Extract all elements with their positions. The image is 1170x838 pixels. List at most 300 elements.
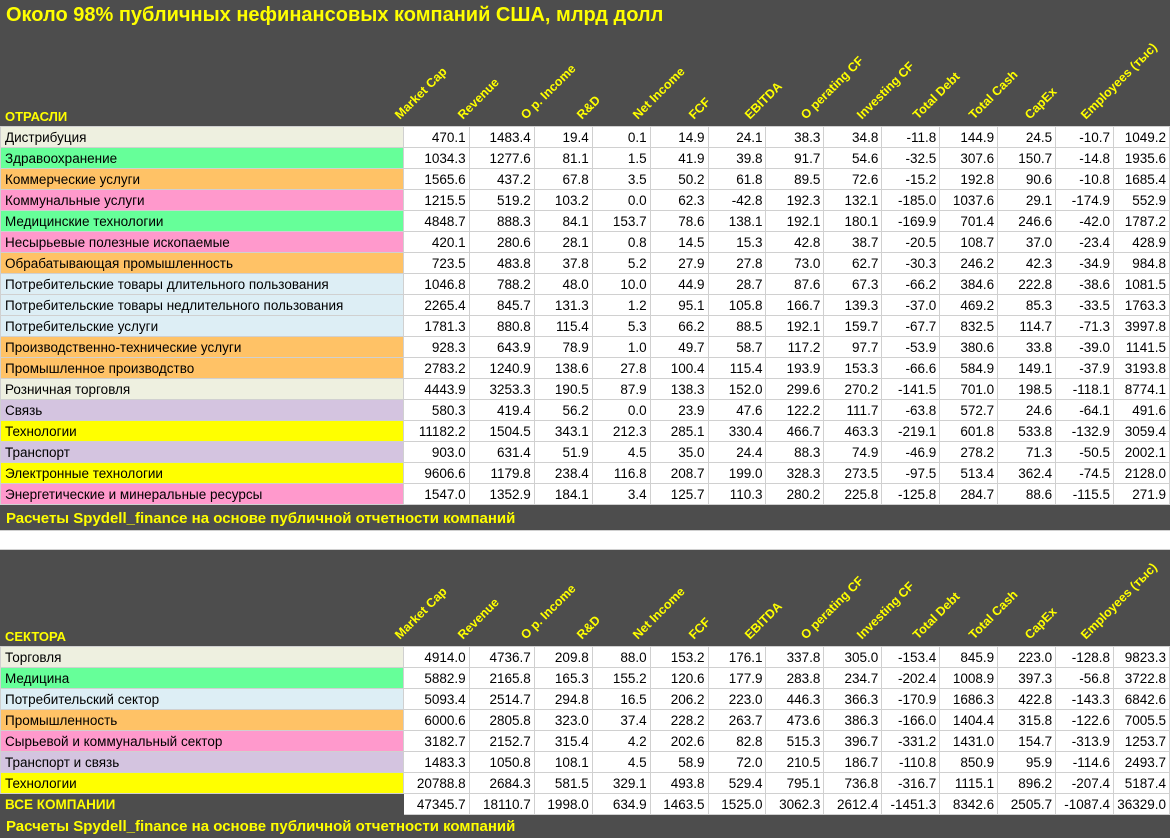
cell-o-p-income: 67.8 (534, 169, 592, 190)
cell-total-debt: 144.9 (940, 127, 998, 148)
cell-r-d: 3.5 (592, 169, 650, 190)
cell-o-perating-cf: 186.7 (824, 752, 882, 773)
cell-market-cap: 1034.3 (404, 148, 469, 169)
cell-net-income: 27.9 (650, 253, 708, 274)
cell-fcf: 177.9 (708, 668, 766, 689)
cell-revenue: 888.3 (469, 211, 534, 232)
cell-o-p-income: 294.8 (534, 689, 592, 710)
cell-total-debt: 246.2 (940, 253, 998, 274)
cell-r-d: 0.8 (592, 232, 650, 253)
column-header-ebitda: EBITDA (742, 599, 785, 642)
table-row (1, 379, 1170, 400)
cell-o-perating-cf: 34.8 (824, 127, 882, 148)
cell-revenue: 1352.9 (469, 484, 534, 505)
cell-employees: 3059.4 (1114, 421, 1170, 442)
table-row (1, 400, 1170, 421)
cell-revenue: 437.2 (469, 169, 534, 190)
column-header-o-p-income: O p. Income (518, 581, 579, 642)
cell-ebitda: 91.7 (766, 148, 824, 169)
cell-revenue: 2514.7 (469, 689, 534, 710)
column-header-fcf: FCF (686, 94, 714, 122)
cell-investing-cf: -202.4 (882, 668, 940, 689)
cell-fcf: 199.0 (708, 463, 766, 484)
cell-o-p-income: 51.9 (534, 442, 592, 463)
cell-o-p-income: 131.3 (534, 295, 592, 316)
cell-o-perating-cf: 273.5 (824, 463, 882, 484)
cell-total-cash: 29.1 (998, 190, 1056, 211)
cell-investing-cf: -331.2 (882, 731, 940, 752)
cell-o-p-income: 343.1 (534, 421, 592, 442)
table-row (1, 358, 1170, 379)
cell-o-p-income: 78.9 (534, 337, 592, 358)
column-header-revenue: Revenue (455, 75, 502, 122)
cell-r-d: 10.0 (592, 274, 650, 295)
cell-o-perating-cf: 38.7 (824, 232, 882, 253)
cell-ebitda: 280.2 (766, 484, 824, 505)
cell-net-income: 95.1 (650, 295, 708, 316)
cell-investing-cf: -46.9 (882, 442, 940, 463)
cell-o-p-income: 81.1 (534, 148, 592, 169)
cell-o-p-income: 115.4 (534, 316, 592, 337)
cell-fcf: 24.1 (708, 127, 766, 148)
cell-investing-cf: -166.0 (882, 710, 940, 731)
table-row (1, 337, 1170, 358)
column-header-total-debt: Total Debt (910, 589, 963, 642)
cell-employees: 428.9 (1114, 232, 1170, 253)
industries-table (0, 126, 1170, 505)
cell-investing-cf: -66.6 (882, 358, 940, 379)
cell-capex: -34.9 (1056, 253, 1114, 274)
cell-r-d: 153.7 (592, 211, 650, 232)
cell-o-p-income: 184.1 (534, 484, 592, 505)
cell-total-debt: 1404.4 (940, 710, 998, 731)
cell-market-cap: 5093.4 (404, 689, 469, 710)
cell-employees: 9823.3 (1114, 647, 1170, 668)
cell-ebitda: 42.8 (766, 232, 824, 253)
cell-market-cap: 4443.9 (404, 379, 469, 400)
cell-revenue: 280.6 (469, 232, 534, 253)
cell-revenue: 1504.5 (469, 421, 534, 442)
cell-capex: -74.5 (1056, 463, 1114, 484)
cell-o-perating-cf: 62.7 (824, 253, 882, 274)
cell-total-debt: 284.7 (940, 484, 998, 505)
row-name: Транспорт и связь (1, 752, 404, 773)
cell-r-d: 5.3 (592, 316, 650, 337)
column-header-investing-cf: Investing CF (854, 59, 918, 122)
cell-o-p-income: 165.3 (534, 668, 592, 689)
table-row (1, 731, 1170, 752)
cell-capex: -207.4 (1056, 773, 1114, 794)
cell-market-cap: 903.0 (404, 442, 469, 463)
cell-revenue: 1179.8 (469, 463, 534, 484)
cell-employees: 2002.1 (1114, 442, 1170, 463)
cell-market-cap: 1565.6 (404, 169, 469, 190)
cell-total-debt: 572.7 (940, 400, 998, 421)
cell-investing-cf: -170.9 (882, 689, 940, 710)
cell-o-p-income: 138.6 (534, 358, 592, 379)
row-name: Здравоохранение (1, 148, 404, 169)
cell-market-cap: 1781.3 (404, 316, 469, 337)
cell-investing-cf: -316.7 (882, 773, 940, 794)
column-header-market-cap: Market Cap (392, 584, 450, 642)
cell-investing-cf: -169.9 (882, 211, 940, 232)
column-header-capex: CapEx (1022, 604, 1060, 642)
cell-investing-cf: -185.0 (882, 190, 940, 211)
table-row (1, 295, 1170, 316)
table-row (1, 484, 1170, 505)
cell-revenue: 1483.4 (469, 127, 534, 148)
cell-o-p-income: 323.0 (534, 710, 592, 731)
cell-o-perating-cf: 736.8 (824, 773, 882, 794)
cell-total-debt: 192.8 (940, 169, 998, 190)
cell-capex: -1087.4 (1056, 794, 1114, 815)
cell-ebitda: 446.3 (766, 689, 824, 710)
cell-market-cap: 4848.7 (404, 211, 469, 232)
cell-total-cash: 88.6 (998, 484, 1056, 505)
cell-o-perating-cf: 159.7 (824, 316, 882, 337)
cell-fcf: -42.8 (708, 190, 766, 211)
cell-fcf: 115.4 (708, 358, 766, 379)
cell-r-d: 1.5 (592, 148, 650, 169)
row-name: Потребительские товары недлительного пользования (1, 295, 404, 316)
cell-ebitda: 192.3 (766, 190, 824, 211)
column-header-investing-cf: Investing CF (854, 579, 918, 642)
cell-ebitda: 192.1 (766, 211, 824, 232)
cell-net-income: 14.9 (650, 127, 708, 148)
cell-total-cash: 149.1 (998, 358, 1056, 379)
cell-market-cap: 420.1 (404, 232, 469, 253)
cell-ebitda: 88.3 (766, 442, 824, 463)
cell-o-p-income: 108.1 (534, 752, 592, 773)
cell-ebitda: 192.1 (766, 316, 824, 337)
cell-total-cash: 422.8 (998, 689, 1056, 710)
table-row (1, 689, 1170, 710)
cell-o-perating-cf: 366.3 (824, 689, 882, 710)
cell-revenue: 2684.3 (469, 773, 534, 794)
table-row (1, 253, 1170, 274)
cell-employees: 5187.4 (1114, 773, 1170, 794)
cell-market-cap: 1215.5 (404, 190, 469, 211)
row-name: Связь (1, 400, 404, 421)
row-name: Энергетические и минеральные ресурсы (1, 484, 404, 505)
cell-o-p-income: 190.5 (534, 379, 592, 400)
cell-total-debt: 278.2 (940, 442, 998, 463)
cell-market-cap: 11182.2 (404, 421, 469, 442)
cell-o-p-income: 238.4 (534, 463, 592, 484)
cell-o-p-income: 581.5 (534, 773, 592, 794)
cell-employees: 1935.6 (1114, 148, 1170, 169)
cell-capex: -115.5 (1056, 484, 1114, 505)
table-row (1, 190, 1170, 211)
cell-total-debt: 701.0 (940, 379, 998, 400)
cell-investing-cf: -53.9 (882, 337, 940, 358)
cell-investing-cf: -37.0 (882, 295, 940, 316)
cell-total-cash: 24.5 (998, 127, 1056, 148)
cell-revenue: 3253.3 (469, 379, 534, 400)
cell-total-cash: 222.8 (998, 274, 1056, 295)
cell-fcf: 529.4 (708, 773, 766, 794)
source-note-2: Расчеты Spydell_finance на основе публичной отчетности компаний (6, 818, 516, 835)
cell-investing-cf: -30.3 (882, 253, 940, 274)
cell-net-income: 66.2 (650, 316, 708, 337)
cell-market-cap: 2783.2 (404, 358, 469, 379)
cell-market-cap: 9606.6 (404, 463, 469, 484)
cell-r-d: 3.4 (592, 484, 650, 505)
cell-r-d: 27.8 (592, 358, 650, 379)
cell-r-d: 329.1 (592, 773, 650, 794)
cell-o-perating-cf: 72.6 (824, 169, 882, 190)
cell-capex: -71.3 (1056, 316, 1114, 337)
column-header-o-perating-cf: O perating CF (798, 573, 867, 642)
cell-total-cash: 85.3 (998, 295, 1056, 316)
table-row (1, 169, 1170, 190)
cell-total-cash: 246.6 (998, 211, 1056, 232)
row-name: Обрабатывающая промышленность (1, 253, 404, 274)
cell-total-cash: 223.0 (998, 647, 1056, 668)
cell-investing-cf: -67.7 (882, 316, 940, 337)
cell-total-cash: 95.9 (998, 752, 1056, 773)
cell-ebitda: 38.3 (766, 127, 824, 148)
cell-fcf: 223.0 (708, 689, 766, 710)
column-header-o-perating-cf: O perating CF (798, 53, 867, 122)
column-header-revenue: Revenue (455, 595, 502, 642)
cell-market-cap: 1547.0 (404, 484, 469, 505)
cell-market-cap: 2265.4 (404, 295, 469, 316)
cell-o-perating-cf: 305.0 (824, 647, 882, 668)
cell-total-debt: 832.5 (940, 316, 998, 337)
cell-r-d: 634.9 (592, 794, 650, 815)
cell-net-income: 228.2 (650, 710, 708, 731)
cell-r-d: 4.5 (592, 442, 650, 463)
cell-market-cap: 1483.3 (404, 752, 469, 773)
cell-fcf: 58.7 (708, 337, 766, 358)
cell-r-d: 0.0 (592, 400, 650, 421)
cell-ebitda: 283.8 (766, 668, 824, 689)
cell-capex: -64.1 (1056, 400, 1114, 421)
cell-o-perating-cf: 234.7 (824, 668, 882, 689)
cell-market-cap: 20788.8 (404, 773, 469, 794)
cell-employees: 1685.4 (1114, 169, 1170, 190)
cell-o-perating-cf: 97.7 (824, 337, 882, 358)
column-header-net-income: Net Income (630, 64, 688, 122)
cell-r-d: 5.2 (592, 253, 650, 274)
cell-capex: -122.6 (1056, 710, 1114, 731)
total-row (1, 794, 1170, 815)
column-header-r-d: R&D (574, 92, 604, 122)
row-name: Производственно-технические услуги (1, 337, 404, 358)
cell-o-p-income: 1998.0 (534, 794, 592, 815)
cell-net-income: 49.7 (650, 337, 708, 358)
row-name: Потребительский сектор (1, 689, 404, 710)
column-header-capex: CapEx (1022, 84, 1060, 122)
cell-ebitda: 89.5 (766, 169, 824, 190)
cell-o-p-income: 56.2 (534, 400, 592, 421)
row-name: Дистрибуция (1, 127, 404, 148)
cell-total-cash: 90.6 (998, 169, 1056, 190)
cell-capex: -114.6 (1056, 752, 1114, 773)
cell-total-debt: 1431.0 (940, 731, 998, 752)
cell-market-cap: 723.5 (404, 253, 469, 274)
industries-label: ОТРАСЛИ (5, 109, 68, 124)
cell-o-perating-cf: 270.2 (824, 379, 882, 400)
cell-o-p-income: 28.1 (534, 232, 592, 253)
cell-total-debt: 513.4 (940, 463, 998, 484)
cell-fcf: 27.8 (708, 253, 766, 274)
cell-net-income: 50.2 (650, 169, 708, 190)
cell-net-income: 202.6 (650, 731, 708, 752)
cell-total-cash: 315.8 (998, 710, 1056, 731)
cell-fcf: 24.4 (708, 442, 766, 463)
cell-o-perating-cf: 111.7 (824, 400, 882, 421)
table-row (1, 463, 1170, 484)
cell-net-income: 285.1 (650, 421, 708, 442)
total-label: ВСЕ КОМПАНИИ (1, 794, 404, 815)
cell-ebitda: 328.3 (766, 463, 824, 484)
cell-fcf: 39.8 (708, 148, 766, 169)
cell-r-d: 88.0 (592, 647, 650, 668)
cell-investing-cf: -141.5 (882, 379, 940, 400)
cell-ebitda: 73.0 (766, 253, 824, 274)
column-header-total-cash: Total Cash (966, 67, 1021, 122)
cell-ebitda: 466.7 (766, 421, 824, 442)
column-header-o-p-income: O p. Income (518, 61, 579, 122)
cell-capex: -128.8 (1056, 647, 1114, 668)
column-header-fcf: FCF (686, 614, 714, 642)
sectors-label: СЕКТОРА (5, 629, 66, 644)
cell-investing-cf: -219.1 (882, 421, 940, 442)
cell-total-debt: 384.6 (940, 274, 998, 295)
cell-r-d: 116.8 (592, 463, 650, 484)
table-row (1, 773, 1170, 794)
cell-fcf: 72.0 (708, 752, 766, 773)
cell-employees: 7005.5 (1114, 710, 1170, 731)
column-header-employees: Employees (тыс) (1078, 560, 1160, 642)
column-header-total-debt: Total Debt (910, 69, 963, 122)
cell-employees: 6842.6 (1114, 689, 1170, 710)
cell-investing-cf: -20.5 (882, 232, 940, 253)
cell-total-debt: 307.6 (940, 148, 998, 169)
cell-revenue: 18110.7 (469, 794, 534, 815)
row-name: Медицинские технологии (1, 211, 404, 232)
cell-ebitda: 117.2 (766, 337, 824, 358)
cell-net-income: 14.5 (650, 232, 708, 253)
column-header-total-cash: Total Cash (966, 587, 1021, 642)
cell-ebitda: 515.3 (766, 731, 824, 752)
cell-employees: 3193.8 (1114, 358, 1170, 379)
cell-revenue: 4736.7 (469, 647, 534, 668)
cell-net-income: 62.3 (650, 190, 708, 211)
table-row (1, 710, 1170, 731)
cell-r-d: 87.9 (592, 379, 650, 400)
row-name: Промышленность (1, 710, 404, 731)
cell-market-cap: 470.1 (404, 127, 469, 148)
table-row (1, 274, 1170, 295)
cell-total-cash: 42.3 (998, 253, 1056, 274)
cell-employees: 3997.8 (1114, 316, 1170, 337)
industries-header (0, 40, 1170, 126)
row-name: Технологии (1, 773, 404, 794)
cell-employees: 1081.5 (1114, 274, 1170, 295)
cell-o-perating-cf: 463.3 (824, 421, 882, 442)
cell-revenue: 1240.9 (469, 358, 534, 379)
cell-investing-cf: -125.8 (882, 484, 940, 505)
cell-market-cap: 6000.6 (404, 710, 469, 731)
column-header-market-cap: Market Cap (392, 64, 450, 122)
cell-total-debt: 469.2 (940, 295, 998, 316)
row-name: Коммунальные услуги (1, 190, 404, 211)
cell-o-perating-cf: 153.3 (824, 358, 882, 379)
row-name: Транспорт (1, 442, 404, 463)
cell-r-d: 212.3 (592, 421, 650, 442)
cell-total-cash: 33.8 (998, 337, 1056, 358)
cell-ebitda: 3062.3 (766, 794, 824, 815)
row-name: Торговля (1, 647, 404, 668)
cell-o-perating-cf: 225.8 (824, 484, 882, 505)
table-row (1, 211, 1170, 232)
cell-revenue: 631.4 (469, 442, 534, 463)
cell-capex: -132.9 (1056, 421, 1114, 442)
cell-net-income: 1463.5 (650, 794, 708, 815)
cell-ebitda: 473.6 (766, 710, 824, 731)
cell-net-income: 153.2 (650, 647, 708, 668)
cell-employees: 1763.3 (1114, 295, 1170, 316)
cell-r-d: 0.1 (592, 127, 650, 148)
cell-fcf: 1525.0 (708, 794, 766, 815)
cell-o-perating-cf: 67.3 (824, 274, 882, 295)
cell-investing-cf: -66.2 (882, 274, 940, 295)
cell-o-perating-cf: 74.9 (824, 442, 882, 463)
cell-fcf: 176.1 (708, 647, 766, 668)
cell-total-debt: 1008.9 (940, 668, 998, 689)
cell-o-p-income: 48.0 (534, 274, 592, 295)
cell-revenue: 419.4 (469, 400, 534, 421)
cell-total-debt: 1115.1 (940, 773, 998, 794)
column-header-ebitda: EBITDA (742, 79, 785, 122)
cell-investing-cf: -11.8 (882, 127, 940, 148)
cell-o-p-income: 37.8 (534, 253, 592, 274)
cell-fcf: 88.5 (708, 316, 766, 337)
row-name: Потребительские услуги (1, 316, 404, 337)
table-row (1, 421, 1170, 442)
cell-total-debt: 380.6 (940, 337, 998, 358)
cell-total-cash: 2505.7 (998, 794, 1056, 815)
cell-employees: 271.9 (1114, 484, 1170, 505)
cell-o-p-income: 19.4 (534, 127, 592, 148)
cell-revenue: 2152.7 (469, 731, 534, 752)
row-name: Розничная торговля (1, 379, 404, 400)
cell-o-perating-cf: 386.3 (824, 710, 882, 731)
cell-capex: -10.7 (1056, 127, 1114, 148)
cell-capex: -174.9 (1056, 190, 1114, 211)
cell-revenue: 845.7 (469, 295, 534, 316)
cell-capex: -38.6 (1056, 274, 1114, 295)
cell-capex: -313.9 (1056, 731, 1114, 752)
cell-o-perating-cf: 180.1 (824, 211, 882, 232)
cell-fcf: 82.8 (708, 731, 766, 752)
cell-capex: -56.8 (1056, 668, 1114, 689)
cell-employees: 1253.7 (1114, 731, 1170, 752)
cell-ebitda: 299.6 (766, 379, 824, 400)
cell-revenue: 643.9 (469, 337, 534, 358)
cell-total-debt: 1037.6 (940, 190, 998, 211)
cell-investing-cf: -97.5 (882, 463, 940, 484)
cell-fcf: 330.4 (708, 421, 766, 442)
page-title: Около 98% публичных нефинансовых компаний США, млрд долл (6, 4, 664, 26)
cell-employees: 552.9 (1114, 190, 1170, 211)
cell-investing-cf: -63.8 (882, 400, 940, 421)
cell-capex: -37.9 (1056, 358, 1114, 379)
cell-fcf: 61.8 (708, 169, 766, 190)
